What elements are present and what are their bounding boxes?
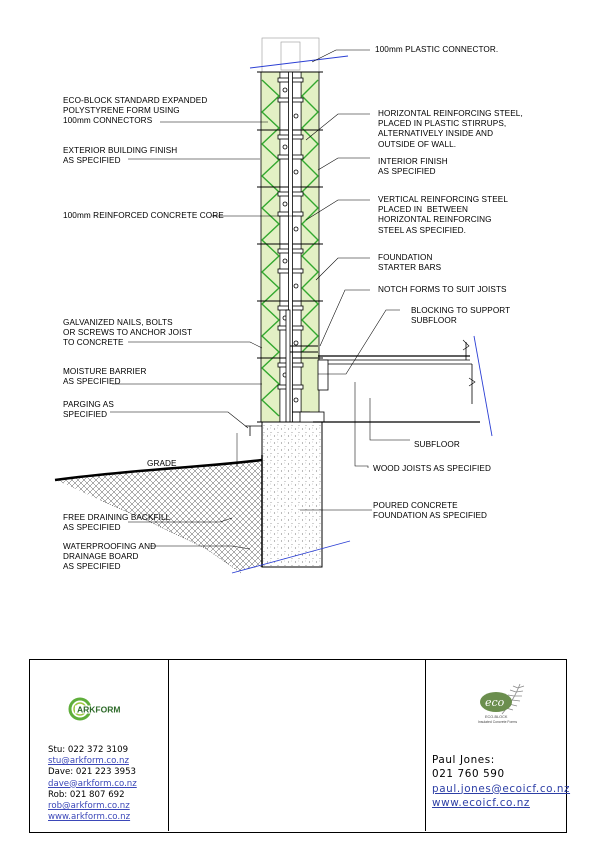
eco-block-logo — [472, 680, 532, 728]
eco-logo-text: eco — [485, 696, 505, 709]
label-blocking: BLOCKING TO SUPPORT SUBFLOOR — [411, 306, 511, 326]
contact-dave-phone: Dave: 021 223 3953 — [48, 767, 137, 778]
label-ecoblock-form: ECO-BLOCK STANDARD EXPANDED POLYSTYRENE FORM USING 100mm CONNECTORS — [63, 96, 208, 126]
title-block-divider-left — [168, 659, 169, 831]
floor-framing — [313, 340, 480, 422]
foundation-ledge — [300, 412, 324, 422]
label-wood-joists: WOOD JOISTS AS SPECIFIED — [373, 464, 491, 473]
arkform-logo-text: ARKFORM — [77, 704, 121, 715]
paul-phone: 021 760 590 — [432, 768, 505, 781]
label-moisture-barrier: MOISTURE BARRIER AS SPECIFIED — [63, 367, 147, 387]
arkform-logo-icon — [68, 697, 128, 721]
contact-dave-email[interactable]: dave@arkform.co.nz — [48, 778, 137, 789]
paul-jones-contact — [432, 753, 570, 810]
label-horizontal-steel: HORIZONTAL REINFORCING STEEL, PLACED IN PLASTIC STIRRUPS, ALTERNATIVELY INSIDE AND OUTSIDE OF WALL. — [378, 109, 523, 149]
contact-arkform-website[interactable]: www.arkform.co.nz — [48, 812, 131, 823]
paul-website[interactable]: www.ecoicf.co.nz — [432, 796, 530, 809]
arkform-logo — [68, 697, 128, 721]
label-plastic-connector: 100mm PLASTIC CONNECTOR. — [375, 45, 499, 54]
form-top-outline — [262, 38, 319, 72]
contact-stu-phone: Stu: 022 372 3109 — [48, 745, 129, 755]
contact-rob-phone: Rob: 021 807 692 — [48, 789, 125, 800]
label-grade: GRADE — [147, 459, 177, 468]
paul-name: Paul Jones: — [432, 754, 495, 766]
eco-logo-sub2: Insulated Concrete Forms — [478, 720, 518, 724]
contact-stu-email[interactable]: stu@arkform.co.nz — [48, 756, 129, 767]
label-waterproofing: WATERPROOFING AND DRAINAGE BOARD AS SPECIFIED — [63, 542, 157, 572]
arkform-contacts — [48, 745, 137, 823]
label-parging: PARGING AS SPECIFIED — [63, 400, 114, 420]
label-subfloor: SUBFLOOR — [414, 440, 460, 449]
eco-block-logo-icon — [472, 680, 532, 728]
paul-email[interactable]: paul.jones@ecoicf.co.nz — [432, 782, 571, 795]
eco-logo-sub1: ECO-BLOCK — [485, 715, 508, 719]
label-vertical-steel: VERTICAL REINFORCING STEEL PLACED IN BETWEEN HORIZONTAL REINFORCING STEEL AS SPECIFIED. — [378, 195, 508, 235]
label-starter-bars: FOUNDATION STARTER BARS — [378, 253, 442, 273]
label-exterior-finish: EXTERIOR BUILDING FINISH AS SPECIFIED — [63, 146, 178, 166]
label-concrete-core: 100mm REINFORCED CONCRETE CORE — [63, 211, 224, 220]
label-backfill: FREE DRAINING BACKFILL AS SPECIFIED — [63, 513, 171, 533]
label-interior-finish: INTERIOR FINISH AS SPECIFIED — [378, 157, 448, 177]
label-notch-forms: NOTCH FORMS TO SUIT JOISTS — [378, 285, 507, 294]
concrete-foundation — [262, 422, 322, 567]
contact-rob-email[interactable]: rob@arkform.co.nz — [48, 801, 130, 812]
label-galvanized: GALVANIZED NAILS, BOLTS OR SCREWS TO ANCHOR JOIST TO CONCRETE — [63, 318, 193, 348]
label-poured-concrete: POURED CONCRETE FOUNDATION AS SPECIFIED — [373, 501, 488, 521]
title-block-divider-right — [425, 659, 426, 831]
